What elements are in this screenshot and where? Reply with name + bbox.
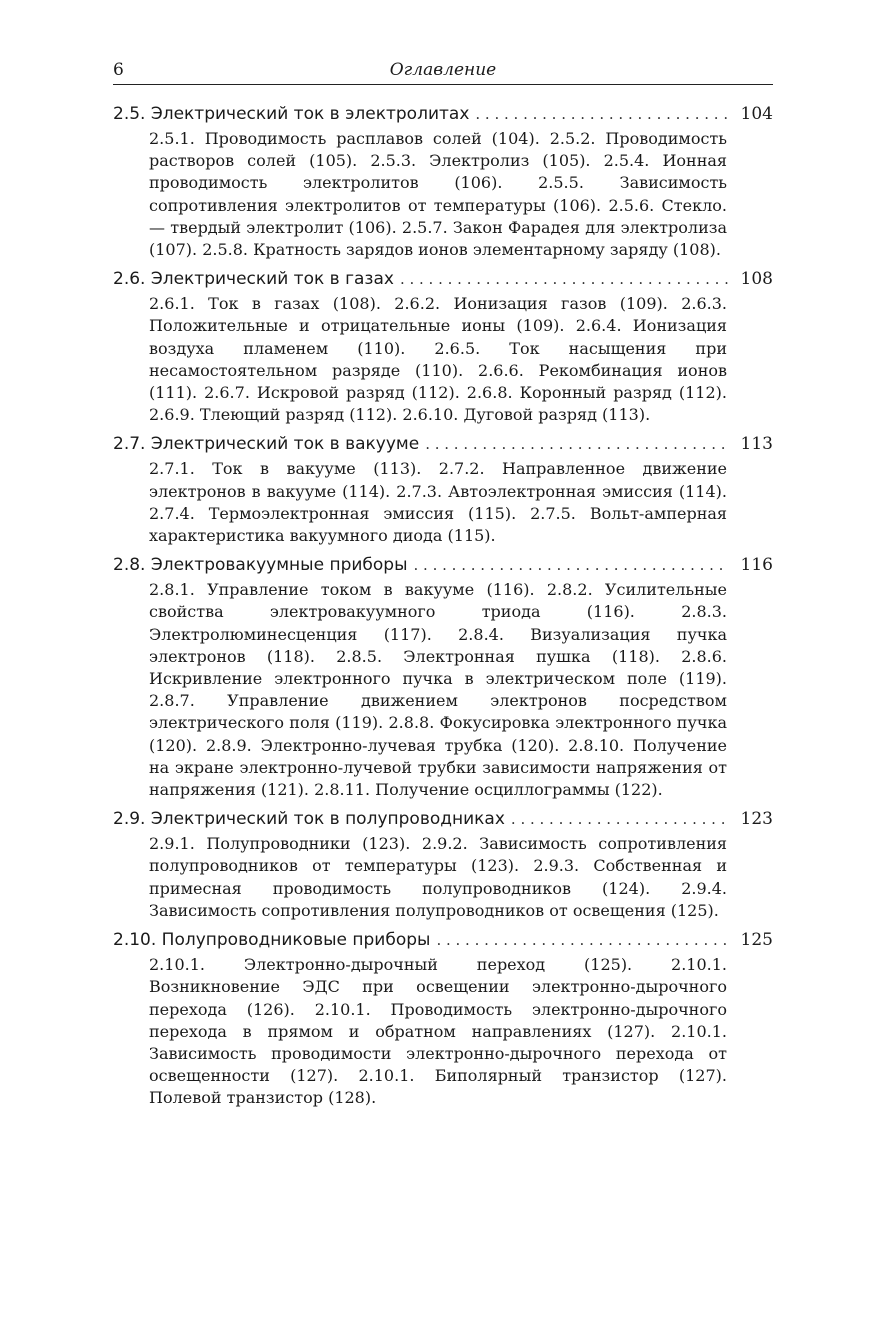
toc-section-2-5 xyxy=(113,104,773,261)
toc-page-number: 116 xyxy=(740,555,773,576)
toc-subsections: 2.8.1. Управление током в вакууме (116). 2.8.2. Усилительные свойства электровакуумного триода (116). 2.8.3. Электролюминесценция (117). 2.8.4. Визуализация пучка электронов (118). 2.8.5. Электронная пушка (118). 2.8.6. Искривление электронного пучка в электрическом поле (119). 2.8.7. Управление движением электронов посредством электрического поля (119). 2.8.8. Фокусировка электронного пучка (120). 2.8.9. Электронно-лучевая трубка (120). 2.8.10. Получение на экране электронно-лучевой трубки зависимости напряжения от напряжения (121). 2.8.11. Получение осциллограммы (122). xyxy=(149,580,727,800)
toc-heading: 2.9. Электрический ток в полупроводниках xyxy=(113,809,505,830)
toc-heading-row xyxy=(113,930,773,954)
table-of-contents xyxy=(113,104,773,1118)
toc-heading-row xyxy=(113,809,773,833)
toc-subsections: 2.6.1. Ток в газах (108). 2.6.2. Ионизация газов (109). 2.6.3. Положительные и отрицательные ионы (109). 2.6.4. Ионизация воздуха пламенем (110). 2.6.5. Ток насыщения при несамостоятельном разряде (110). 2.6.6. Рекомбинация ионов (111). 2.6.7. Искровой разряд (112). 2.6.8. Коронный разряд (112). 2.6.9. Тлеющий разряд (112). 2.6.10. Дуговой разряд (113). xyxy=(149,294,727,425)
toc-subsections: 2.7.1. Ток в вакууме (113). 2.7.2. Направленное движение электронов в вакууме (114). 2.7.3. Автоэлектронная эмиссия (114). 2.7.4. Термоэлектронная эмиссия (115). 2.7.5. Вольт-амперная характеристика вакуумного диода (115). xyxy=(149,459,727,546)
toc-subsections: 2.9.1. Полупроводники (123). 2.9.2. Зависимость сопротивления полупроводников от температуры (123). 2.9.3. Собственная и примесная проводимость полупроводников (124). 2.9.4. Зависимость сопротивления полупроводников от освещения (125). xyxy=(149,834,727,920)
toc-page-number: 125 xyxy=(740,930,773,951)
toc-subsections: 2.10.1. Электронно-дырочный переход (125). 2.10.1. Возникновение ЭДС при освещении электронно-дырочного перехода (126). 2.10.1. Проводимость электронно-дырочного перехода в прямом и обратном направлениях (127). 2.10.1. Зависимость проводимости электронно-дырочного перехода от освещенности (127). 2.10.1. Биполярный транзистор (127). Полевой транзистор (128). xyxy=(149,955,727,1108)
toc-section-2-7 xyxy=(113,434,773,547)
dot-leader xyxy=(436,931,729,949)
toc-section-2-6 xyxy=(113,269,773,426)
toc-heading-row xyxy=(113,269,773,293)
toc-heading: 2.10. Полупроводниковые приборы xyxy=(113,930,431,951)
toc-heading-row xyxy=(113,555,773,579)
toc-heading: 2.5. Электрический ток в электролитах xyxy=(113,104,470,124)
toc-page-number: 123 xyxy=(740,809,773,830)
page-header xyxy=(113,58,773,85)
toc-page-number: 108 xyxy=(740,269,773,290)
toc-section-2-8 xyxy=(113,555,773,801)
dot-leader xyxy=(400,270,729,288)
toc-heading: 2.8. Электровакуумные приборы xyxy=(113,555,408,576)
toc-heading-row xyxy=(113,104,773,128)
toc-page-number: 113 xyxy=(740,434,773,455)
toc-heading: 2.7. Электрический ток в вакууме xyxy=(113,434,420,455)
running-title: Оглавление xyxy=(389,60,497,80)
dot-leader xyxy=(425,435,729,453)
toc-section-2-9 xyxy=(113,809,773,922)
toc-section-2-10 xyxy=(113,930,773,1109)
page-number: 6 xyxy=(113,60,124,80)
toc-heading-row xyxy=(113,434,773,458)
toc-subsections: 2.5.1. Проводимость расплавов солей (104). 2.5.2. Проводимость растворов солей (105). 2.5.3. Электролиз (105). 2.5.4. Ионная проводимость электролитов (106). 2.5.5. Зависимость сопротивления электролитов от температуры (106). 2.5.6. Стекло. — твердый электролит (106). 2.5.7. Закон Фарадея для электролиза (107). 2.5.8. Кратность зарядов ионов элементарному заряду (108). xyxy=(149,129,727,260)
dot-leader xyxy=(414,556,729,574)
dot-leader xyxy=(511,810,729,828)
dot-leader xyxy=(475,105,729,123)
toc-page-number: 104 xyxy=(740,104,773,124)
toc-heading: 2.6. Электрический ток в газах xyxy=(113,269,394,290)
